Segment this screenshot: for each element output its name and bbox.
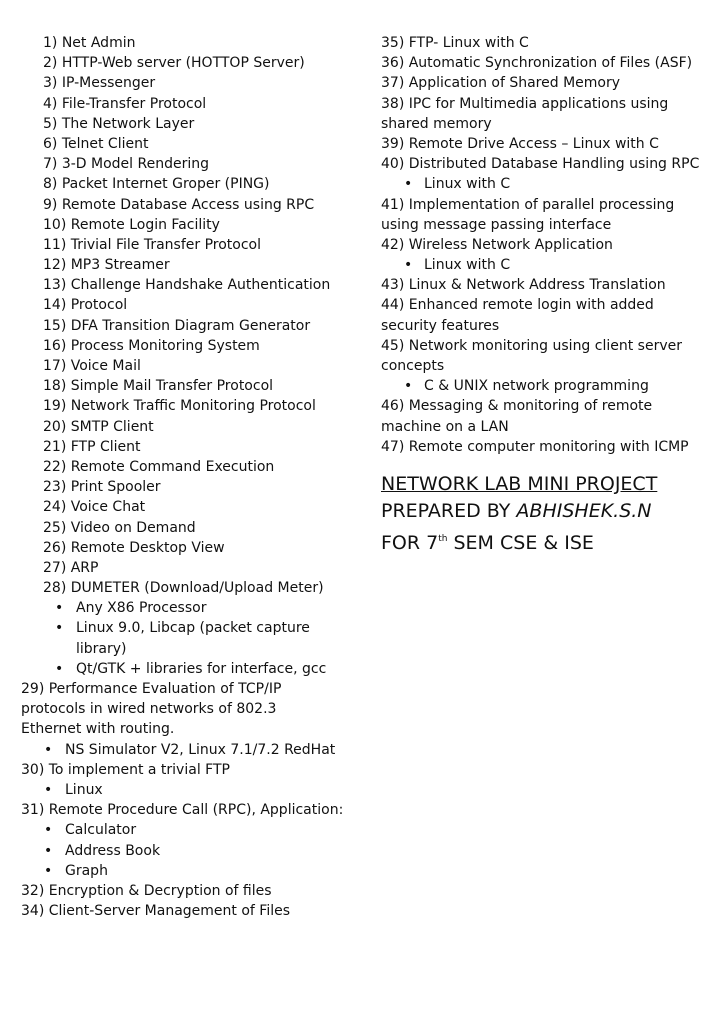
list-item: 10) Remote Login Facility: [43, 216, 220, 233]
list-item: 43) Linux & Network Address Translation: [381, 277, 666, 294]
list-item: 23) Print Spooler: [43, 479, 161, 496]
project-heading: [381, 471, 711, 558]
list-item: 38) IPC for Multimedia applications using: [381, 95, 669, 112]
list-item: 35) FTP- Linux with C: [381, 35, 529, 51]
list-item: 20) SMTP Client: [43, 418, 154, 435]
list-item: 37) Application of Shared Memory: [381, 75, 621, 92]
list-item: 11) Trivial File Transfer Protocol: [43, 236, 261, 253]
list-item: 1) Net Admin: [43, 35, 136, 51]
list-item: 7) 3-D Model Rendering: [43, 156, 209, 173]
heading-semester-suffix: SEM CSE & ISE: [447, 531, 594, 554]
bullet-list-item: • Linux with C: [381, 174, 711, 194]
list-item: machine on a LAN: [381, 418, 509, 435]
list-item: 40) Distributed Database Handling using RPC: [381, 156, 700, 173]
bullet-list-item: • Linux: [0, 780, 360, 800]
left-column: [0, 33, 360, 921]
list-item: 18) Simple Mail Transfer Protocol: [43, 378, 274, 395]
list-item: security features: [381, 317, 500, 334]
heading-semester: [381, 526, 711, 558]
list-item: 31) Remote Procedure Call (RPC), Application:: [21, 802, 344, 819]
bullet-list-item: • Calculator: [0, 820, 360, 840]
list-item: 32) Encryption & Decryption of files: [21, 882, 272, 899]
right-column: [381, 33, 711, 557]
list-item: using message passing interface: [381, 216, 612, 233]
list-item: 30) To implement a trivial FTP: [21, 761, 230, 778]
bullet-list-item: • Address Book: [0, 841, 360, 861]
list-item: 42) Wireless Network Application: [381, 236, 613, 253]
heading-title: [381, 471, 711, 499]
list-item: 44) Enhanced remote login with added: [381, 297, 654, 314]
list-item: 13) Challenge Handshake Authentication: [43, 277, 331, 294]
list-item: 22) Remote Command Execution: [43, 458, 275, 475]
heading-author: [381, 498, 711, 526]
list-item: 29) Performance Evaluation of TCP/IP: [21, 681, 282, 697]
list-item: 4) File-Transfer Protocol: [43, 95, 207, 112]
list-item: 21) FTP Client: [43, 438, 141, 455]
heading-title-text: NETWORK LAB MINI PROJECT: [381, 472, 658, 495]
list-item: protocols in wired networks of 802.3: [21, 701, 277, 718]
list-item: 36) Automatic Synchronization of Files (ASF): [381, 55, 693, 72]
bullet-list-item: • Linux 9.0, Libcap (packet capture: [0, 618, 360, 638]
heading-semester-sup: th: [438, 533, 448, 544]
list-item: 15) DFA Transition Diagram Generator: [43, 317, 311, 334]
heading-author-name: ABHISHEK.S.N: [516, 500, 652, 523]
list-item: 12) MP3 Streamer: [43, 257, 170, 274]
bullet-list-item: • Qt/GTK + libraries for interface, gcc: [0, 659, 360, 679]
list-item: 14) Protocol: [43, 297, 128, 314]
list-item: 24) Voice Chat: [43, 499, 146, 516]
list-item: 28) DUMETER (Download/Upload Meter): [43, 580, 324, 597]
bullet-list-item: • NS Simulator V2, Linux 7.1/7.2 RedHat: [0, 740, 360, 760]
list-item: 45) Network monitoring using client server: [381, 337, 682, 354]
list-item: 39) Remote Drive Access – Linux with C: [381, 135, 659, 152]
list-item: shared memory: [381, 115, 492, 132]
list-item: 5) The Network Layer: [43, 115, 195, 132]
bullet-list-item: • C & UNIX network programming: [381, 376, 711, 396]
heading-author-prefix: PREPARED BY: [381, 500, 517, 523]
bullet-list-item: • Linux with C: [381, 255, 711, 275]
list-item: 26) Remote Desktop View: [43, 539, 225, 556]
list-item: 16) Process Monitoring System: [43, 337, 260, 354]
list-item: Ethernet with routing.: [21, 721, 175, 738]
heading-semester-prefix: FOR 7: [381, 531, 439, 554]
list-item: 2) HTTP-Web server (HOTTOP Server): [43, 55, 305, 72]
list-item: 17) Voice Mail: [43, 358, 141, 374]
list-item: 46) Messaging & monitoring of remote: [381, 398, 653, 415]
list-item: 19) Network Traffic Monitoring Protocol: [43, 398, 316, 415]
list-item: 8) Packet Internet Groper (PING): [43, 176, 270, 193]
list-item: 41) Implementation of parallel processing: [381, 196, 675, 213]
list-item: 3) IP-Messenger: [43, 75, 156, 92]
list-item: 6) Telnet Client: [43, 135, 149, 152]
list-item: 9) Remote Database Access using RPC: [43, 196, 315, 213]
list-item: 47) Remote computer monitoring with ICMP: [381, 438, 689, 455]
list-item: concepts: [381, 358, 445, 374]
bullet-list-item: • Any X86 Processor: [0, 598, 360, 618]
list-item: 25) Video on Demand: [43, 519, 196, 536]
list-item: 34) Client-Server Management of Files: [21, 903, 291, 920]
bullet-list-item: • Graph: [0, 861, 360, 881]
list-item: 27) ARP: [43, 559, 99, 576]
list-item: library): [76, 640, 127, 657]
